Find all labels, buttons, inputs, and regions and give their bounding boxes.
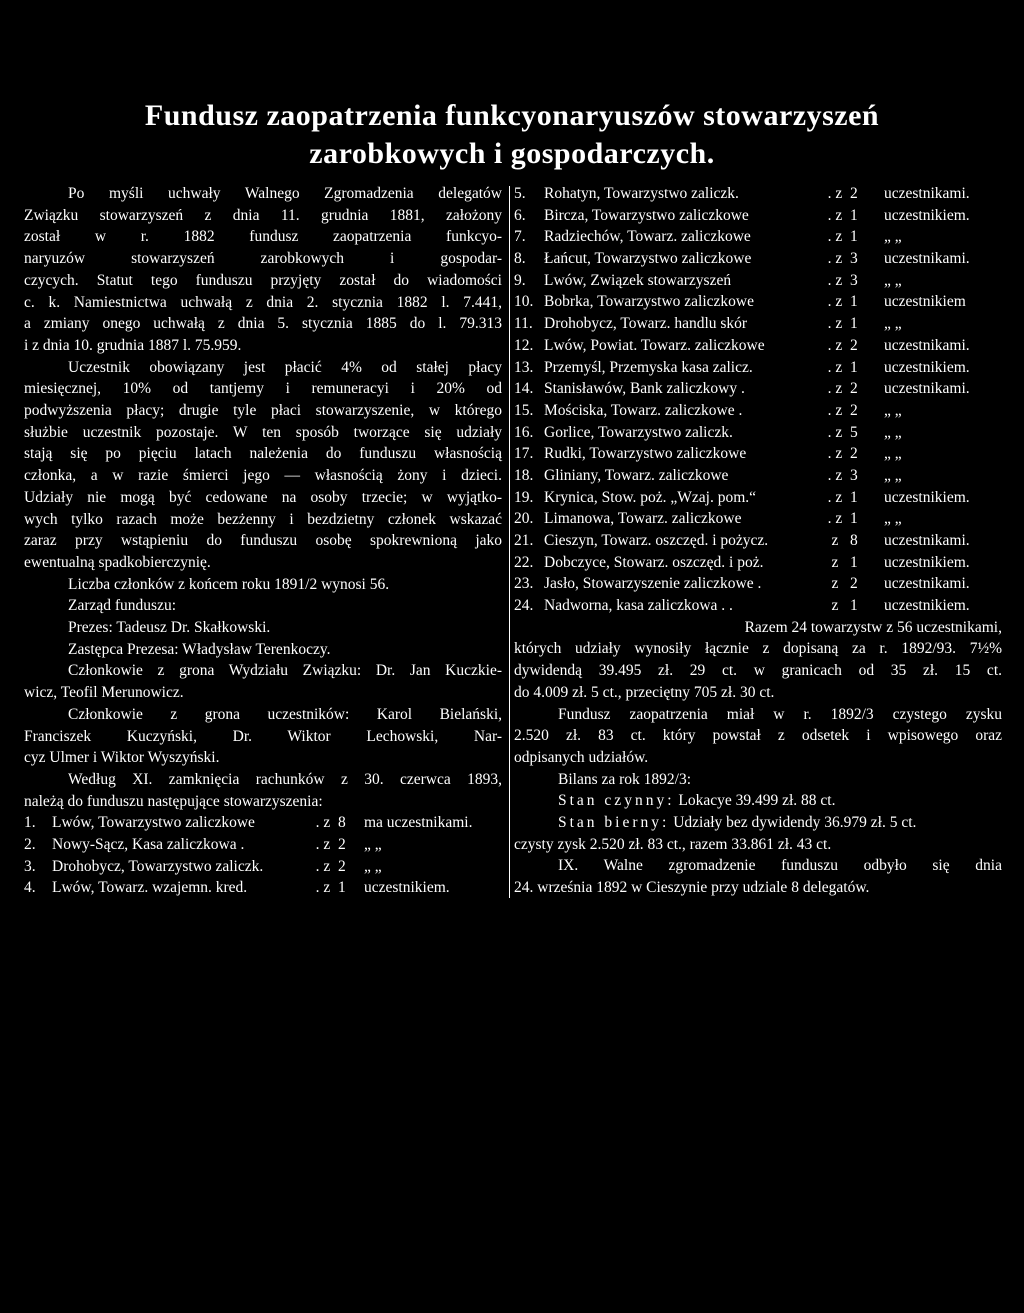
list-item [514,573,1002,595]
item-name: Łańcut, Towarzystwo zaliczkowe [544,250,752,268]
item-count: 2 [850,336,858,354]
text-line: wych tylko razach może bezżenny i bezdzietny członek wskazać [24,510,502,528]
total-line: Razem 24 towarzystw z 56 uczestnikami, [744,618,1002,636]
list-item [514,270,1002,292]
item-name: Bobrka, Towarzystwo zaliczkowe [544,293,754,311]
text-line: Uczestnik obowiązany jest płacić 4% od stałej płacy [68,358,502,376]
item-number: 14. [514,380,534,398]
item-z: . z [827,380,843,398]
liabilities-value: Udziały bez dywidendy 36.979 zł. 5 ct. [673,814,917,832]
participants-line: Franciszek Kuczyński, Dr. Wiktor Lechowski, Nar- [24,727,502,745]
item-name: Nowy-Sącz, Kasa zaliczkowa . [52,836,245,854]
item-count: 1 [850,510,858,528]
item-z: . z [315,814,331,832]
item-count: 8 [850,532,858,549]
dividend-line: dywidendą 39.495 zł. 29 ct. w granicach od 35 zł. 15 ct. [514,662,1002,680]
list-item [24,877,502,899]
item-name: Przemyśl, Przemyska kasa zalicz. [544,358,753,376]
item-z: . z [827,206,843,224]
society-list-continued [514,183,1002,617]
text-line: członka, a w razie śmierci jego — własnością żony i dzieci. [24,467,502,485]
item-z: . z [827,358,843,376]
item-suffix: uczestnikami. [884,336,970,354]
item-count: 3 [850,271,858,289]
item-name: Lwów, Związek stowarzyszeń [544,271,732,289]
item-count: 1 [850,293,858,311]
item-z: . z [315,836,331,854]
text-line: czycych. Statut tego funduszu przyjęty został do wiadomości [24,271,502,289]
item-number: 18. [514,466,534,484]
list-item [514,378,1002,400]
item-count: 1 [850,597,858,615]
item-suffix: uczestnikiem [884,293,966,311]
left-column [24,183,502,899]
item-name: Radziechów, Towarz. zaliczkowe [544,228,751,246]
item-count: 2 [850,575,858,593]
text-line: podwyższenia płacy; drugie tyle płaci stowarzyszenie, w którego [24,402,502,420]
list-item [514,205,1002,227]
item-number: 7. [514,228,526,246]
item-name: Gliniany, Towarz. zaliczkowe [544,466,729,484]
item-z: . z [827,401,843,419]
closing-accounts-line: Według XI. zamknięcia rachunków z 30. czerwca 1893, [68,770,502,788]
item-z: . z [827,250,843,268]
item-count: 3 [850,466,858,484]
profit-line: 2.520 zł. 83 ct. który powstał z odsetek i wpisowego oraz [514,727,1002,745]
list-item [514,508,1002,530]
text-line: Udziały nie mogą być cedowane na osoby trzecie; w wyjątko- [24,488,502,506]
item-suffix: uczestnikiem. [884,488,970,506]
list-item [514,313,1002,335]
liabilities-label: Stan bierny: [558,814,670,832]
item-number: 15. [514,401,534,419]
item-z: z [831,532,839,549]
balance-heading: Bilans za rok 1892/3: [558,770,692,788]
item-name: Lwów, Towarzystwo zaliczkowe [52,814,255,832]
item-number: 3. [24,857,36,875]
item-number: 1. [24,814,36,832]
list-item [514,400,1002,422]
item-number: 9. [514,271,526,289]
text-line: Po myśli uchwały Walnego Zgromadzenia delegatów [68,185,502,202]
item-number: 6. [514,206,526,224]
column-divider [509,186,510,898]
item-count: 2 [850,445,858,463]
list-item [514,530,1002,552]
vice-president: Zastępca Prezesa: Władysław Terenkoczy. [68,640,331,658]
text-line: został w r. 1882 fundusz zaopatrzenia funkcyo- [24,228,502,246]
list-item [24,834,502,856]
list-item [514,443,1002,465]
text-line: i z dnia 10. grudnia 1887 l. 75.959. [24,336,242,354]
item-z: . z [827,228,843,246]
members-count: Liczba członków z końcem roku 1891/2 wynosi 56. [68,575,390,593]
text-line: naryuzów stowarzyszeń zarobkowych i gospodar- [24,250,502,268]
item-suffix: „ „ [884,271,902,289]
text-line: służbie uczestnik pozostaje. W ten sposób tworzące się udziały [24,423,502,441]
list-item [514,357,1002,379]
item-suffix: „ „ [884,445,902,463]
item-count: 5 [850,423,858,441]
item-name: Bircza, Towarzystwo zaliczkowe [544,206,749,224]
list-item [24,812,502,834]
item-suffix: „ „ [884,466,902,484]
assembly-line: IX. Walne zgromadzenie funduszu odbyło się dnia [558,857,1002,875]
text-line: a zmiany onego uchwałą z dnia 5. stycznia 1885 do l. 79.313 [24,315,502,333]
item-name: Lwów, Powiat. Towarz. zaliczkowe [544,336,765,354]
item-z: z [831,597,839,615]
contribution-paragraph [24,357,502,574]
text-line: c. k. Namiestnictwa uchwałą z dnia 2. stycznia 1882 l. 7.441, [24,293,502,311]
item-suffix: uczestnikami. [884,532,970,549]
item-name: Drohobycz, Towarzystwo zaliczk. [52,857,264,875]
item-number: 17. [514,445,534,463]
list-item [514,595,1002,617]
item-count: 8 [338,814,346,832]
society-list [24,812,502,899]
item-count: 2 [850,185,858,202]
item-count: 1 [850,488,858,506]
item-name: Stanisławów, Bank zaliczkowy . [544,380,745,398]
item-suffix: uczestnikami. [884,380,970,398]
board-heading: Zarząd funduszu: [68,597,177,615]
item-z: . z [315,857,331,875]
assets-line [514,790,1002,812]
item-number: 2. [24,836,36,854]
item-count: 2 [850,401,858,419]
item-count: 1 [850,358,858,376]
item-suffix: uczestnikami. [884,185,970,202]
list-item [514,226,1002,248]
item-suffix: „ „ [884,401,902,419]
item-count: 1 [850,315,858,333]
item-count: 1 [850,228,858,246]
item-name: Lwów, Towarz. wzajemn. kred. [52,879,248,897]
dividend-line: których udziały wynosiły łącznie z dopisaną za r. 1892/93. 7½% [514,640,1002,658]
item-name: Nadworna, kasa zaliczkowa . . [544,597,733,615]
item-suffix: uczestnikiem. [364,879,450,897]
assets-label: Stan czynny: [558,792,675,810]
text-line: stają się po pięciu latach należenia do funduszu własnością [24,445,502,463]
item-suffix: „ „ [364,857,382,875]
item-suffix: „ „ [884,315,902,333]
item-count: 1 [850,553,858,571]
page-title: Fundusz zaopatrzenia funkcyonaryuszów stowarzyszeń [144,99,880,132]
item-name: Mościska, Towarz. zaliczkowe . [544,401,743,419]
item-name: Jasło, Stowarzyszenie zaliczkowe . [544,575,762,593]
intro-paragraph [24,183,502,357]
item-count: 1 [338,879,346,897]
item-suffix: uczestnikiem. [884,358,970,376]
item-number: 20. [514,510,534,528]
list-item [514,248,1002,270]
page-subtitle: zarobkowych i gospodarczych. [309,137,715,170]
item-number: 19. [514,488,534,506]
item-z: z [831,575,839,593]
assets-value: Lokacye 39.499 zł. 88 ct. [678,792,836,810]
item-name: Cieszyn, Towarz. oszczęd. i pożycz. [544,532,769,549]
right-column [514,183,1002,899]
list-item [24,856,502,878]
item-count: 1 [850,206,858,224]
closing-accounts-line: należą do funduszu następujące stowarzyszenia: [24,792,323,810]
assembly-line: 24. września 1892 w Cieszynie przy udziale 8 delegatów. [514,879,870,897]
item-z: . z [827,423,843,441]
board-members-line: wicz, Teofil Merunowicz. [24,684,184,702]
participants-line: cyz Ulmer i Wiktor Wyszyński. [24,749,220,767]
item-name: Drohobycz, Towarz. handlu skór [544,315,748,333]
item-suffix: uczestnikami. [884,575,970,593]
item-name: Limanowa, Towarz. zaliczkowe [544,510,742,528]
item-number: 21. [514,532,534,549]
profit-line: Fundusz zaopatrzenia miał w r. 1892/3 czystego zysku [558,705,1002,723]
item-suffix: „ „ [884,423,902,441]
text-line: ewentualną spadkobierczynię. [24,553,211,571]
item-count: 3 [850,250,858,268]
item-number: 8. [514,250,526,268]
liabilities-line-2: czysty zysk 2.520 zł. 83 ct., razem 33.861 zł. 43 ct. [514,835,832,853]
item-z: . z [827,488,843,506]
item-z: . z [827,445,843,463]
item-suffix: uczestnikiem. [884,553,970,571]
item-number: 22. [514,553,534,571]
item-z: . z [827,185,843,202]
item-suffix: uczestnikami. [884,250,970,268]
text-line: Związku stowarzyszeń z dnia 11. grudnia 1881, założony [24,206,502,224]
item-number: 12. [514,336,534,354]
item-z: . z [827,315,843,333]
item-suffix: uczestnikiem. [884,597,970,615]
item-number: 10. [514,293,534,311]
item-suffix: „ „ [364,836,382,854]
item-z: . z [827,466,843,484]
item-name: Rohatyn, Towarzystwo zaliczk. [544,185,739,202]
list-item [514,335,1002,357]
item-name: Gorlice, Towarzystwo zaliczk. [544,423,733,441]
list-item [514,291,1002,313]
item-name: Dobczyce, Stowarz. oszczęd. i poż. [544,553,764,571]
liabilities-line [514,812,1002,834]
item-z: . z [827,510,843,528]
item-number: 11. [514,315,533,333]
dividend-line: do 4.009 zł. 5 ct., przeciętny 705 zł. 30 ct. [514,683,775,701]
item-count: 2 [850,380,858,398]
item-name: Rudki, Towarzystwo zaliczkowe [544,445,747,463]
item-z: . z [827,271,843,289]
list-item [514,422,1002,444]
item-z: z [831,553,839,571]
item-number: 16. [514,423,534,441]
item-number: 5. [514,185,526,202]
board-members-line: Członkowie z grona Wydziału Związku: Dr. Jan Kuczkie- [68,662,502,680]
item-suffix: uczestnikiem. [884,206,970,224]
text-line: zaraz przy wstąpieniu do funduszu osobę spokrewnioną jako [24,532,502,550]
participants-line: Członkowie z grona uczestników: Karol Bielański, [68,705,502,723]
text-line: miesięcznej, 10% od tantjemy i remuneracyi i 20% od [24,380,502,398]
item-count: 2 [338,857,346,875]
item-z: . z [827,293,843,311]
profit-line: odpisanych udziałów. [514,748,649,766]
item-number: 24. [514,597,534,615]
president: Prezes: Tadeusz Dr. Skałkowski. [68,619,271,637]
list-item [514,183,1002,205]
item-suffix: ma uczestnikami. [364,814,473,832]
list-item [514,487,1002,509]
item-name: Krynica, Stow. poż. „Wzaj. pom.“ [544,488,757,506]
item-suffix: „ „ [884,510,902,528]
list-item [514,552,1002,574]
item-z: . z [315,879,331,897]
item-number: 13. [514,358,534,376]
item-count: 2 [338,836,346,854]
item-number: 4. [24,879,36,897]
item-suffix: „ „ [884,228,902,246]
item-number: 23. [514,575,534,593]
item-z: . z [827,336,843,354]
list-item [514,465,1002,487]
